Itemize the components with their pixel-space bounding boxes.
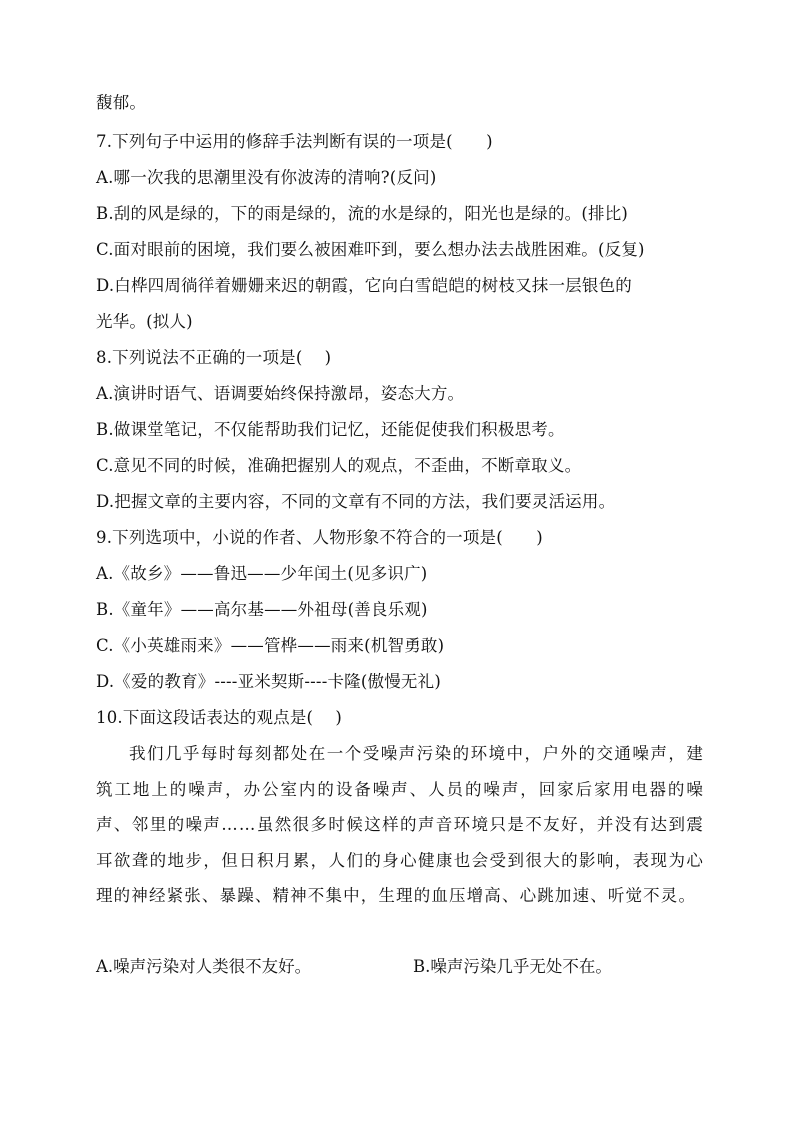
question-8-option-d: D.把握文章的主要内容，不同的文章有不同的方法，我们要灵活运用。 (96, 492, 616, 511)
question-10-option-b: B.噪声污染几乎无处不在。 (413, 957, 612, 976)
question-7-option-a: A.哪一次我的思潮里没有你波涛的清响?(反问) (96, 168, 437, 187)
question-7-option-d-line2: 光华。(拟人) (96, 312, 193, 331)
question-7-option-d-line1: D.白桦四周徜徉着姗姗来迟的朝霞，它向白雪皑皑的树枝又抹一层银色的 (96, 276, 632, 295)
question-9-option-b: B.《童年》——高尔基——外祖母(善良乐观) (96, 600, 428, 619)
continuation-text: 馥郁。 (96, 93, 147, 112)
question-10-option-a: A.噪声污染对人类很不友好。 (96, 957, 312, 976)
question-7-option-b: B.刮的风是绿的，下的雨是绿的，流的水是绿的，阳光也是绿的。(排比) (96, 204, 629, 223)
question-8-option-b: B.做课堂笔记，不仅能帮助我们记忆，还能促使我们积极思考。 (96, 420, 565, 439)
question-10-stem: 10.下面这段话表达的观点是( ) (96, 708, 342, 727)
question-8-option-c: C.意见不同的时候，准确把握别人的观点，不歪曲，不断章取义。 (96, 456, 582, 475)
question-9-option-a: A.《故乡》——鲁迅——少年闰土(见多识广) (96, 564, 428, 583)
question-9-stem: 9.下列选项中，小说的作者、人物形象不符合的一项是( ) (96, 528, 543, 547)
question-8-stem: 8.下列说法不正确的一项是( ) (96, 348, 332, 367)
question-9-option-c: C.《小英雄雨来》——管桦——雨来(机智勇敢) (96, 636, 445, 655)
question-7-stem: 7.下列句子中运用的修辞手法判断有误的一项是( ) (96, 132, 493, 151)
question-7-option-c: C.面对眼前的困境，我们要么被困难吓到，要么想办法去战胜困难。(反复) (96, 240, 645, 259)
question-9-option-d: D.《爱的教育》----亚米契斯----卡隆(傲慢无礼) (96, 672, 441, 691)
question-10-passage: 我们几乎每时每刻都处在一个受噪声污染的环境中，户外的交通噪声，建筑工地上的噪声，办公室内的设备噪声、人员的噪声，回家后家用电器的噪声、邻里的噪声……虽然很多时候这样的声音环境只是不友好，并没有达到震耳欲聋的地步，但日积月累，人们的身心健康也会受到很大的影响，表现为心理的神经紧张、暴躁、精神不集中，生理的血压增高、心跳加速、听觉不灵。 (96, 744, 704, 906)
question-8-option-a: A.演讲时语气、语调要始终保持激昂，姿态大方。 (96, 384, 465, 403)
